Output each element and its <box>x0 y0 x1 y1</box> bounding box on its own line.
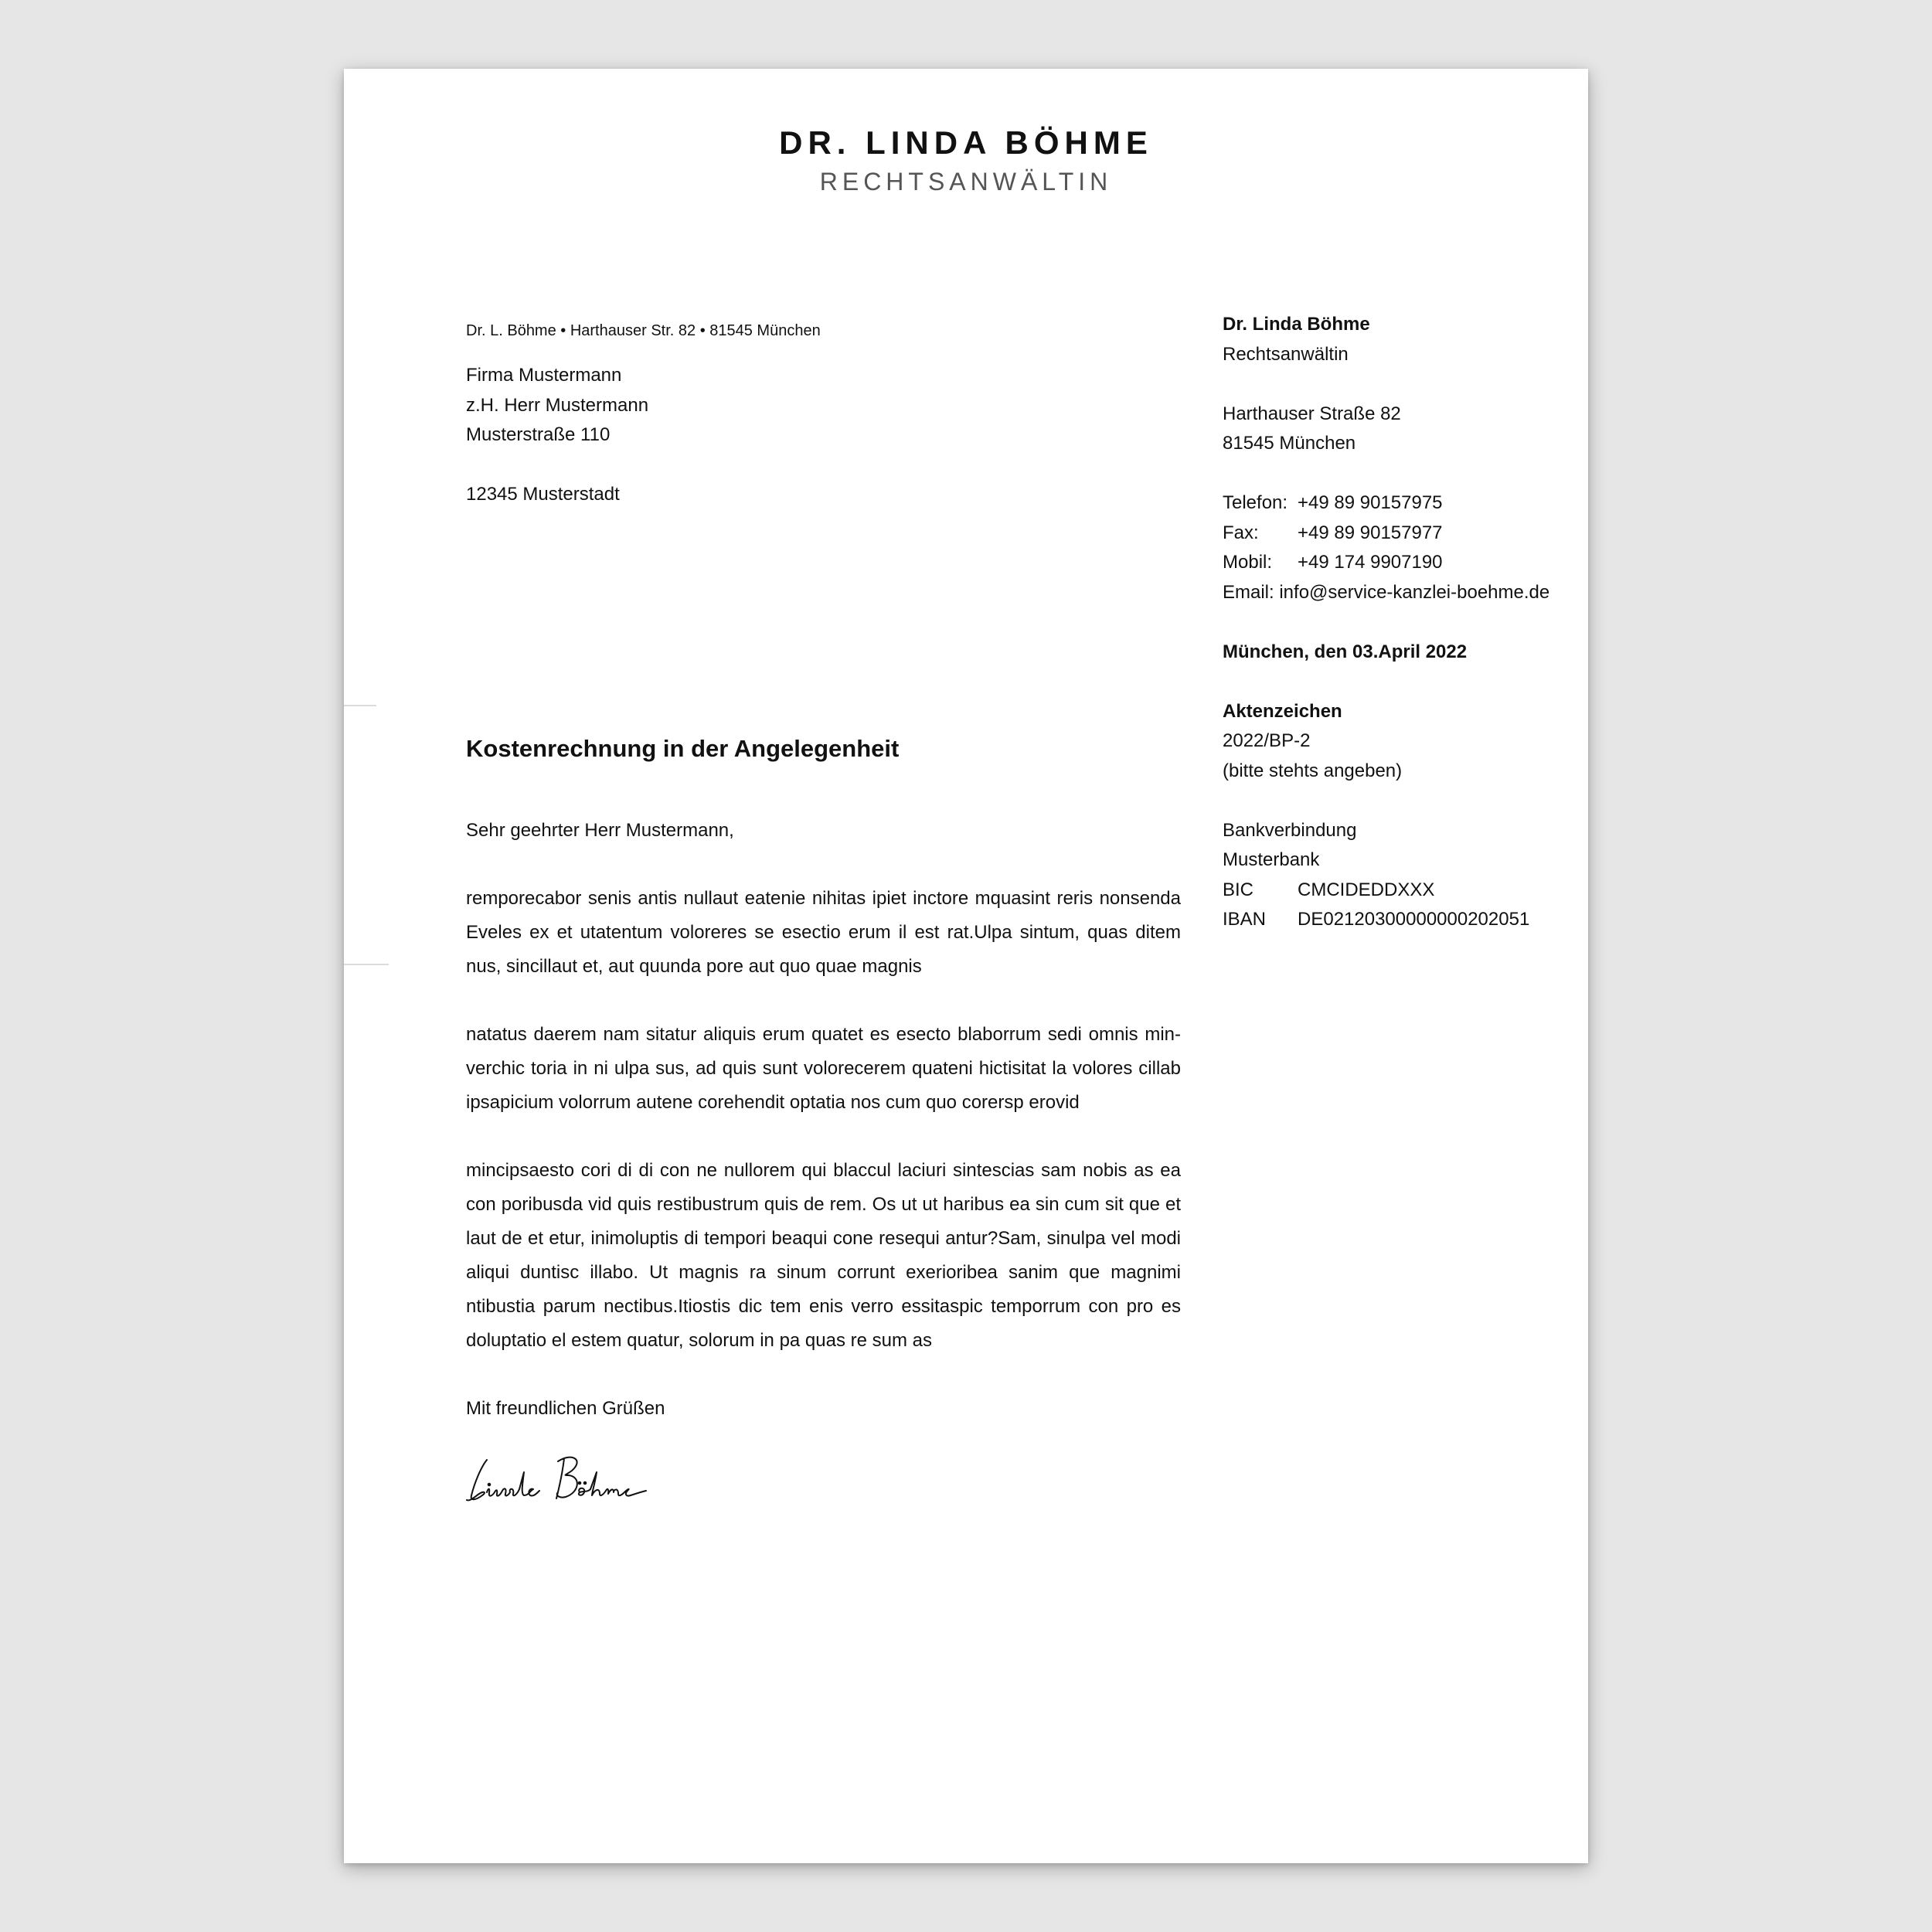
contact-phone <box>1223 488 1549 519</box>
sidebar-street: Harthauser Straße 82 <box>1223 403 1401 424</box>
bank-row-label: IBAN <box>1223 909 1267 930</box>
recipient-street: Musterstraße 110 <box>466 424 611 445</box>
contact-value: +49 89 90157977 <box>1298 522 1443 543</box>
contact-fax <box>1223 519 1549 549</box>
sender-return-address: Dr. L. Böhme • Harthauser Str. 82 • 81545 München <box>466 322 821 339</box>
bank-label: Bankverbindung <box>1223 819 1357 841</box>
bank-name: Musterbank <box>1223 849 1320 870</box>
recipient-company: Firma Mustermann <box>466 365 622 386</box>
bank-bic <box>1223 876 1549 906</box>
letterhead-title: RECHTSANWÄLTIN <box>819 168 1113 196</box>
sidebar-profession: Rechtsanwältin <box>1223 343 1349 365</box>
contact-mobile <box>1223 548 1549 578</box>
sidebar-city: 81545 München <box>1223 433 1356 454</box>
contact-value: +49 174 9907190 <box>1298 552 1443 573</box>
bank-row-value: DE02120300000000202051 <box>1298 909 1530 930</box>
recipient-address <box>466 361 648 510</box>
letter-date: München, den 03.April 2022 <box>1223 641 1468 662</box>
recipient-city: 12345 Musterstadt <box>466 484 620 505</box>
body-paragraph: mincipsaesto cori di di con ne nullorem qui blaccul laciuri sintescias sam nobis as ea con poribusda vid quis restibustrum quis de rem. Os ut ut haribus ea sin cum sit que et laut de et etur, inimoluptis di tempori beaqui cone resequi antur?Sam, sinulpa vel modi aliqui duntisc illabo. Ut magnis ra sinum corrunt exerioribea sanim que magnimi ntibustia parum nectibus.Itiostis dic tem enis verro essitaspic temporrum con pro es doluptatio el estem quatur, solorum in pa quas re sum as <box>466 1160 1181 1351</box>
body-paragraph: natatus daerem nam sitatur aliquis erum quatet es esecto blaborrum sedi omnis min-verchic toria in ni ulpa sus, ad quis sunt volorecerem quateni hictisitat la volores cillab ipsapicium volorrum autene corehendit optatia nos cum quo corersp erovid <box>466 1024 1181 1113</box>
handwritten-signature <box>464 1444 657 1518</box>
fold-mark <box>344 705 376 706</box>
contact-label: Fax: <box>1223 522 1259 543</box>
contact-value: +49 89 90157975 <box>1298 492 1443 513</box>
letter-body <box>466 814 1181 1392</box>
letter-page <box>344 69 1588 1863</box>
salutation: Sehr geehrter Herr Mustermann, <box>466 820 734 841</box>
signature-icon <box>464 1444 657 1514</box>
letter-subject: Kostenrechnung in der Angelegenheit <box>466 735 900 762</box>
contact-label: Mobil: <box>1223 552 1273 573</box>
sender-info-sidebar <box>1223 310 1549 935</box>
letterhead-name: DR. LINDA BÖHME <box>779 124 1153 161</box>
reference-label: Aktenzeichen <box>1223 700 1342 722</box>
contact-email: Email: info@service-kanzlei-boehme.de <box>1223 581 1550 603</box>
body-paragraph: remporecabor senis antis nullaut eatenie nihitas ipiet inctore mquasint reris nonsenda Eveles ex et utatentum voloreres se esectio erum il est rat.Ulpa sintum, quas ditem nus, sincillaut et, aut quunda pore aut quo quae magnis <box>466 888 1181 977</box>
bank-row-value: CMCIDEDDXXX <box>1298 879 1435 900</box>
closing: Mit freundlichen Grüßen <box>466 1398 665 1419</box>
sidebar-name: Dr. Linda Böhme <box>1223 314 1370 335</box>
reference-note: (bitte stehts angeben) <box>1223 760 1403 781</box>
bank-row-label: BIC <box>1223 879 1254 900</box>
reference-value: 2022/BP-2 <box>1223 730 1311 751</box>
bank-iban <box>1223 905 1549 935</box>
recipient-attention: z.H. Herr Mustermann <box>466 394 649 416</box>
contact-label: Telefon: <box>1223 492 1288 513</box>
fold-mark <box>344 964 389 965</box>
